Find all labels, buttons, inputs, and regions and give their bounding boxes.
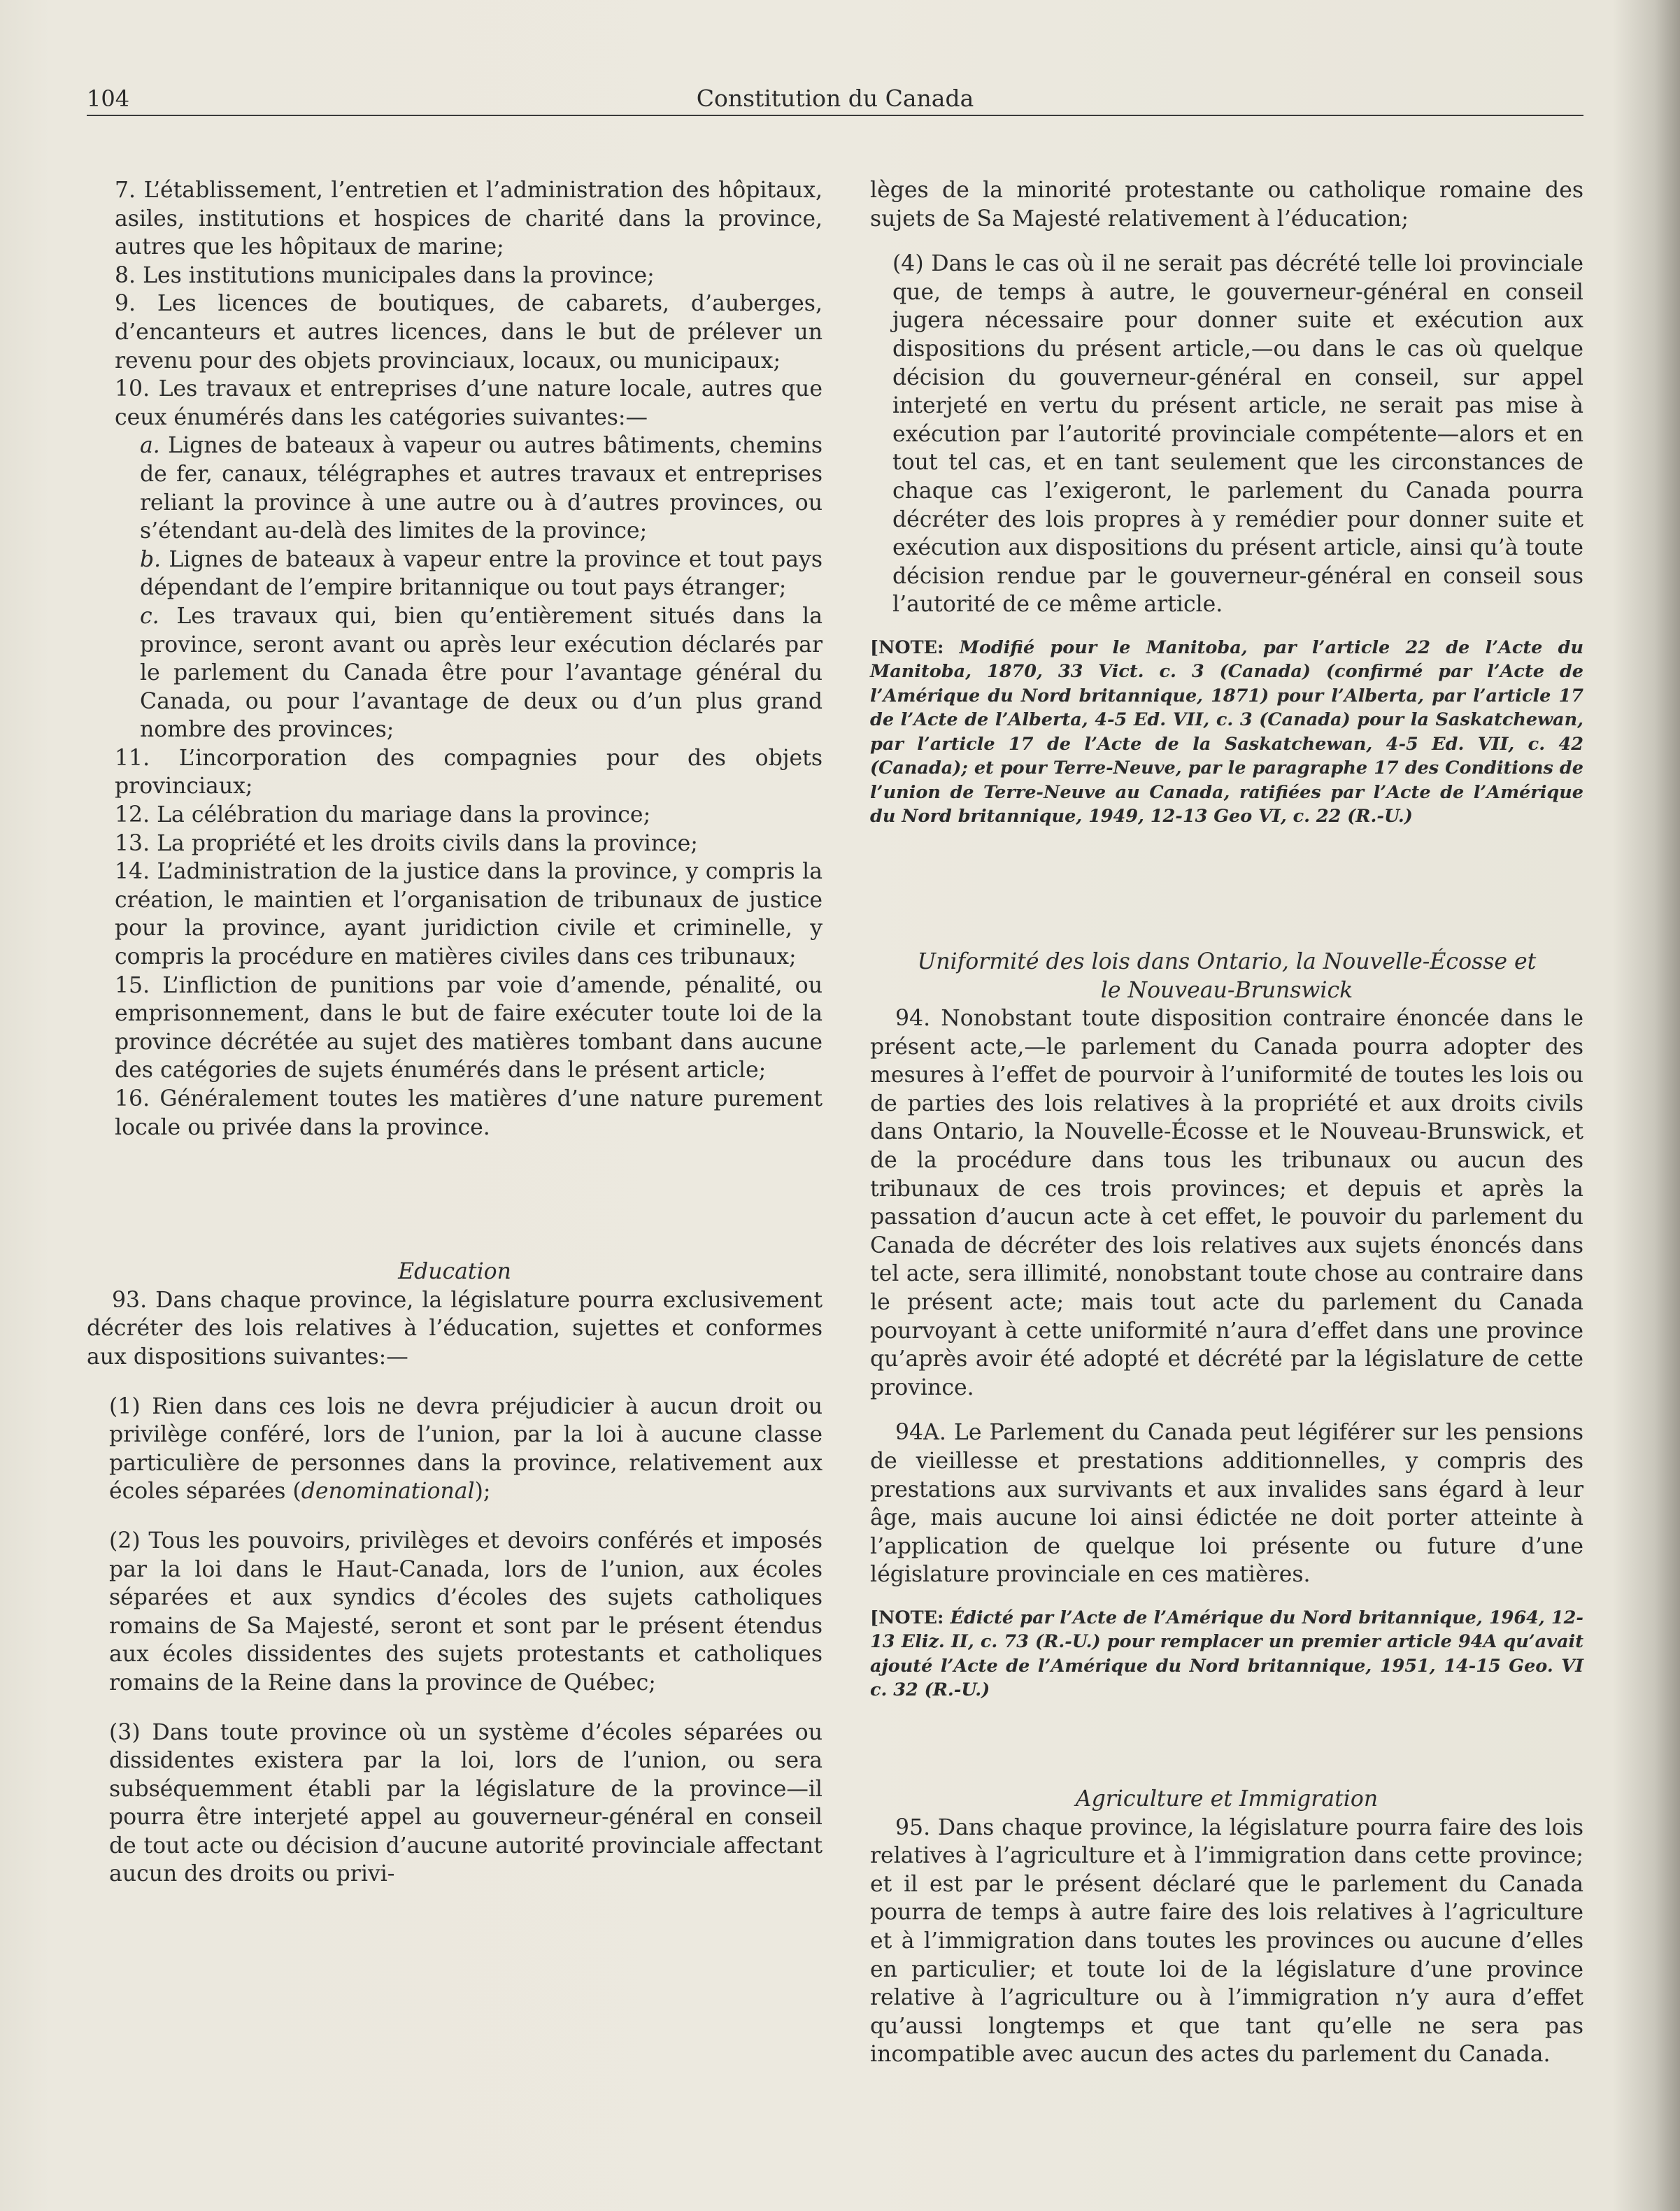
section-93: 93. Dans chaque province, la législature pourra exclusivement décréter des lois relatives à l’éducation, sujettes et conformes aux dispositions suivantes:— xyxy=(87,1287,823,1370)
section-94: 94. Nonobstant toute disposition contraire énoncée dans le présent acte,—le parlement du Canada pourra adopter des mesures à l’effet de pourvoir à l’uniformité de toutes les lois ou de parties des lois relatives à la propriété et aux droits civils dans Ontario, la Nouvelle-Écosse et le Nouveau-Brunswick, et de la procédure dans tous les tribunaux ou aucun des tribunaux de ces trois provinces; et depuis et après la passation d’aucun acte à cet effet, le pouvoir du parlement du Canada de décréter des lois relatives aux sujets énoncés dans tel acte, sera illimité, nonobstant toute chose au contraire dans le présent acte; mais tout acte du parlement du Canada pourvoyant à cette uniformité n’aura d’effet dans une province qu’après avoir été adopté et décrété par la législature de cette province. xyxy=(870,1006,1583,1400)
list-item: 15. L’infliction de punitions par voie d’amende, pénalité, ou emprisonnement, dans le but de faire exécuter toute loi de la province décrétée au sujet des matières tombant dans aucune des catégories de sujets énumérés dans le présent article; xyxy=(115,972,823,1083)
list-item: 10. Les travaux et entreprises d’une nature locale, autres que ceux énumérés dans les catégories suivantes:— xyxy=(115,376,823,430)
section-94a: 94A. Le Parlement du Canada peut légiférer sur les pensions de vieillesse et prestations additionnelles, y compris des prestations aux survivants et aux invalides sans égard à leur âge, mais aucune loi ainsi édictée ne doit porter atteinte à l’application de quelque loi présente ou future d’une législature provinciale en ces matières. xyxy=(870,1420,1583,1588)
heading-line: le Nouveau-Brunswick xyxy=(1100,977,1353,1003)
section-93-paragraph-2: (2) Tous les pouvoirs, privilèges et devoirs conférés et imposés par la loi dans le Haut-Canada, lors de l’union, aux écoles séparées et aux syndics d’écoles des sujets catholiques romains de Sa Majesté, seront et sont par le présent étendus aux écoles dissidentes des sujets protestants et catholiques romains de la Reine dans la province de Québec; xyxy=(109,1528,823,1695)
section-93-paragraph-3: (3) Dans toute province où un système d’écoles séparées ou dissidentes existera par la loi, lors de l’union, ou sera subséquemment établi par la législature de la province—il pourra être interjeté appel au gouverneur-général en conseil de tout acte ou décision d’aucune autorité provinciale affectant aucun des droits ou privi- xyxy=(109,1719,823,1887)
sub-item-text: Lignes de bateaux à vapeur ou autres bâtiments, chemins de fer, canaux, télégraphes et autres travaux et entreprises reliant la province à une autre ou à d’autres provinces, ou s’étendant au-delà des limites de la province; xyxy=(140,433,823,544)
list-item: 16. Généralement toutes les matières d’une nature purement locale ou privée dans la province. xyxy=(115,1086,823,1140)
note-text: Édicté par l’Acte de l’Amérique du Nord britannique, 1964, 12-13 Eliz. II, c. 73 (R.-U.) pour remplacer un premier article 94A qu’avait ajouté l’Acte de l’Amérique du Nord britannique, 1951, 14-15 Geo. VI c. 32 (R.-U.) xyxy=(870,1607,1583,1701)
section-heading-uniformity xyxy=(870,948,1583,1004)
note-label: [NOTE: xyxy=(870,637,944,658)
list-item: 9. Les licences de boutiques, de cabarets, d’auberges, d’encanteurs et autres licences, dans le but de prélever un revenu pour des objets provinciaux, locaux, ou municipaux; xyxy=(115,291,823,374)
sub-item-text: Les travaux qui, bien qu’entièrement situés dans la province, seront avant ou après leur exécution déclarés par le parlement du Canada être pour l’avantage général du Canada, ou pour l’avantage de deux ou d’un plus grand nombre des provinces; xyxy=(140,603,823,743)
sub-item-a xyxy=(87,432,823,545)
sub-item-c xyxy=(87,602,823,744)
sub-item-letter: c. xyxy=(140,603,159,629)
list-item: 11. L’incorporation des compagnies pour des objets provinciaux; xyxy=(115,745,823,799)
list-item: 13. La propriété et les droits civils dans la province; xyxy=(115,830,698,856)
section-93-paragraph-3-continued: lèges de la minorité protestante ou catholique romaine des sujets de Sa Majesté relativement à l’éducation; xyxy=(870,178,1583,232)
heading-line: Uniformité des lois dans Ontario, la Nouvelle-Écosse et xyxy=(917,948,1537,974)
paragraph-text: ); xyxy=(474,1479,491,1505)
list-item: 12. La célébration du mariage dans la province; xyxy=(115,802,651,828)
paragraph-text: (1) Rien dans ces lois ne devra préjudicier à aucun droit ou privilège conféré, lors de l’union, par la loi à aucune classe particulière de personnes dans la province, relativement aux écoles séparées ( xyxy=(109,1393,823,1505)
sub-item-b xyxy=(87,546,823,602)
sub-item-text: Lignes de bateaux à vapeur entre la province et tout pays dépendant de l’empire britannique ou tout pays étranger; xyxy=(140,546,823,601)
editorial-note-1 xyxy=(870,636,1583,829)
list-item: 14. L’administration de la justice dans la province, y compris la création, le maintien et l’organisation de tribunaux de justice pour la province, ayant juridiction civile et criminelle, y compris la procédure en matières civiles dans ces tribunaux; xyxy=(115,859,823,970)
note-text: Modifié pour le Manitoba, par l’article 22 de l’Acte du Manitoba, 1870, 33 Vict. c. 3 (Canada) (confirmé par l’Acte de l’Amérique du Nord britannique, 1871) pour l’Alberta, par l’article 17 de l’Acte de l’Alberta, 4-5 Ed. VII, c. 3 (Canada) pour la Saskatchewan, par l’article 17 de l’Acte de la Saskatchewan, 4-5 Ed. VII, c. 42 (Canada); et pour Terre-Neuve, par le paragraphe 17 des Conditions de l’union de Terre-Neuve au Canada, ratifiées par l’Acte de l’Amérique du Nord britannique, 1949, 12-13 Geo VI, c. 22 (R.-U.) xyxy=(870,637,1583,827)
section-heading-agriculture: Agriculture et Immigration xyxy=(1075,1786,1379,1812)
note-label: [NOTE: xyxy=(870,1607,944,1628)
left-column xyxy=(87,176,823,1889)
paragraph-italic-term: denominational xyxy=(301,1479,475,1505)
sub-item-letter: a. xyxy=(140,433,160,459)
sub-item-letter: b. xyxy=(140,546,162,572)
section-93-paragraph-4: (4) Dans le cas où il ne serait pas décrété telle loi provinciale que, de temps à autre, le gouverneur-général en conseil jugera nécessaire pour donner suite et exécution aux dispositions du présent article,—ou dans le cas où quelque décision du gouverneur-général en conseil, sur appel interjeté en vertu du présent article, ne serait pas mise à exécution par l’autorité provinciale compétente—alors et en tout tel cas, et en tant seulement que les circonstances de chaque cas l’exigeront, le parlement du Canada pourra décréter des lois propres à y remédier pour donner suite et exécution aux dispositions du présent article, ainsi qu’à toute décision rendue par le gouverneur-général en conseil sous l’autorité de ce même article. xyxy=(892,251,1583,618)
editorial-note-2 xyxy=(870,1606,1583,1702)
right-column xyxy=(870,176,1583,2069)
section-heading-education: Education xyxy=(398,1259,511,1285)
list-item: 8. Les institutions municipales dans la province; xyxy=(115,262,655,288)
page-number: 104 xyxy=(87,85,130,112)
list-item: 7. L’établissement, l’entretien et l’administration des hôpitaux, asiles, institutions et hospices de charité dans la province, autres que les hôpitaux de marine; xyxy=(115,178,823,260)
page-header xyxy=(87,84,1583,116)
running-title: Constitution du Canada xyxy=(696,85,974,112)
section-95: 95. Dans chaque province, la législature pourra faire des lois relatives à l’agriculture et à l’immigration dans cette province; et il est par le présent déclaré que le parlement du Canada pourra de temps à autre faire des lois relatives à l’agriculture et à l’immigration dans toutes les provinces ou aucune d’elles en particulier; et toute loi de la législature d’une province relative à l’agriculture ou à l’immigration n’y aura d’effet qu’aussi longtemps et que tant qu’elle ne sera pas incompatible avec aucun des actes du parlement du Canada. xyxy=(870,1814,1583,2068)
section-93-paragraph-1 xyxy=(87,1393,823,1506)
